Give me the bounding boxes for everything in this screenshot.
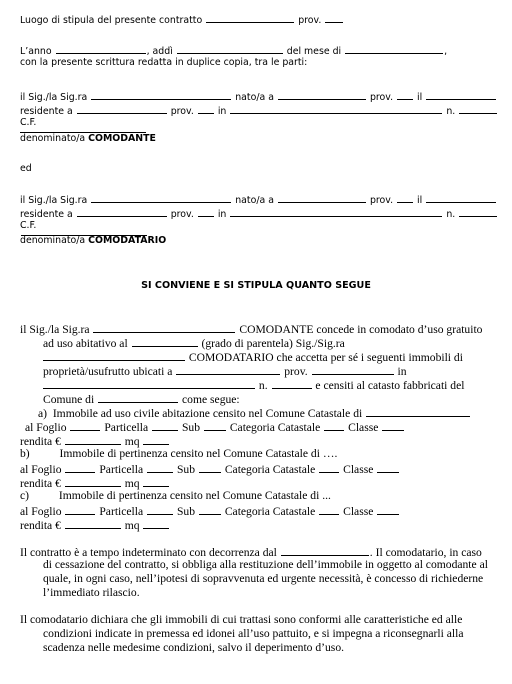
item-a-line-1: a) Immobile ad uso civile abitazione censito nel Comune Catastale di xyxy=(38,406,471,420)
comodatario-line-2: residente a prov. in n. xyxy=(20,206,498,219)
year-field[interactable] xyxy=(56,43,146,54)
place-prov-field[interactable] xyxy=(325,12,343,23)
comodatario-birthdate-field[interactable] xyxy=(426,192,496,203)
item-b-sub-field[interactable] xyxy=(199,462,221,473)
item-c-line-2: al Foglio Particella Sub Categoria Catastale Classe xyxy=(20,504,400,518)
comodatario-number-field[interactable] xyxy=(459,206,497,217)
comodatario-line-1: il Sig./la Sig.ra nato/a a prov. il xyxy=(20,192,497,205)
comodante-birthplace-field[interactable] xyxy=(278,89,366,100)
item-b-particella-field[interactable] xyxy=(147,462,173,473)
comodatario-line-3: C.F. xyxy=(20,220,37,231)
clause1-line-4: proprietà/usufrutto ubicati a prov. in xyxy=(43,365,407,378)
item-a-mq-field[interactable] xyxy=(143,434,169,445)
copy-line: con la presente scrittura redatta in duplice copia, tra le parti: xyxy=(20,57,308,68)
comodante-prov-field[interactable] xyxy=(397,89,413,100)
item-a-line-3: rendita € mq xyxy=(20,434,170,448)
item-a-categoria-field[interactable] xyxy=(324,420,344,431)
comodante-line-2: residente a prov. in n. xyxy=(20,103,498,116)
para1-line-3: quale, in ogni caso, nell’ipotesi di sopravvenuta ed urgente necessità, è concesso di richiederne xyxy=(43,572,484,585)
clause1-line-1: il Sig./la Sig.ra COMODANTE concede in comodato d’uso gratuito xyxy=(20,323,483,336)
comodatario-line-4: denominato/a COMODATARIO xyxy=(20,235,167,246)
place-line xyxy=(20,12,344,25)
clause1-street-field[interactable] xyxy=(43,378,255,389)
comodatario-name-field[interactable] xyxy=(91,192,231,203)
clause1-prov-field[interactable] xyxy=(312,364,394,375)
item-c-mq-field[interactable] xyxy=(143,518,169,529)
comodatario-role: COMODATARIO xyxy=(88,235,167,246)
para2-line-1: Il comodatario dichiara che gli immobili di cui trattasi sono conformi alle caratteristiche ed alle xyxy=(20,613,463,626)
comodante-line-4: denominato/a COMODANTE xyxy=(20,133,156,144)
comodatario-residence-field[interactable] xyxy=(77,206,167,217)
item-b-foglio-field[interactable] xyxy=(65,462,95,473)
para1-line-2: di cessazione del contratto, si obbliga alla restituzione dell’immobile in oggetto al comodante al xyxy=(43,558,488,571)
clause1-town-field[interactable] xyxy=(176,364,280,375)
comodante-residence-field[interactable] xyxy=(77,103,167,114)
clause1-comune-field[interactable] xyxy=(98,392,178,403)
item-a-rendita-field[interactable] xyxy=(65,434,121,445)
clause1-line-2: ad uso abitativo al (grado di parentela) Sig./Sig.ra xyxy=(43,337,345,350)
comodante-number-field[interactable] xyxy=(459,103,497,114)
clause1-number-field[interactable] xyxy=(272,378,312,389)
clause1-kinship-field[interactable] xyxy=(132,336,198,347)
item-a-particella-field[interactable] xyxy=(152,420,178,431)
clause1-line-3: COMODATARIO che accetta per sé i seguenti immobili di xyxy=(43,350,463,364)
clause1-comodante-field[interactable] xyxy=(93,322,235,333)
item-c-foglio-field[interactable] xyxy=(65,504,95,515)
item-c-line-3: rendita € mq xyxy=(20,518,170,532)
item-b-classe-field[interactable] xyxy=(377,462,399,473)
item-c-sub-field[interactable] xyxy=(199,504,221,515)
place-label: Luogo di stipula del presente contratto xyxy=(20,15,203,26)
day-field[interactable] xyxy=(177,43,283,54)
comodatario-street-field[interactable] xyxy=(230,206,442,217)
place-field[interactable] xyxy=(206,12,294,23)
ed-label: ed xyxy=(20,163,32,174)
item-b-rendita-field[interactable] xyxy=(65,476,121,487)
comodante-line-3: C.F. xyxy=(20,117,37,128)
month-field[interactable] xyxy=(345,43,443,54)
item-b-mq-field[interactable] xyxy=(143,476,169,487)
comodatario-prov-field[interactable] xyxy=(397,192,413,203)
item-c-line-1: c) Immobile di pertinenza censito nel Comune Catastale di ... xyxy=(20,489,331,502)
item-a-foglio-field[interactable] xyxy=(70,420,100,431)
comodatario-res-prov-field[interactable] xyxy=(198,206,214,217)
comodante-birthdate-field[interactable] xyxy=(426,89,496,100)
place-prov-label: prov. xyxy=(298,15,322,26)
comodante-role: COMODANTE xyxy=(88,133,156,144)
year-line: L’anno , addì del mese di , xyxy=(20,43,447,56)
item-c-rendita-field[interactable] xyxy=(65,518,121,529)
comodante-street-field[interactable] xyxy=(230,103,442,114)
comodatario-birthplace-field[interactable] xyxy=(278,192,366,203)
clause1-comodatario-field[interactable] xyxy=(43,350,185,361)
clause1-line-6: Comune di come segue: xyxy=(43,393,240,406)
item-a-line-2: al Foglio Particella Sub Categoria Catastale Classe xyxy=(25,420,405,434)
para2-line-3: scadenza nelle medesime condizioni, salvo il deperimento d’uso. xyxy=(43,641,345,654)
item-c-particella-field[interactable] xyxy=(147,504,173,515)
section-heading: SI CONVIENE E SI STIPULA QUANTO SEGUE xyxy=(141,280,371,291)
item-c-classe-field[interactable] xyxy=(377,504,399,515)
para1-line-4: l’immediato rilascio. xyxy=(43,586,140,599)
item-b-line-3: rendita € mq xyxy=(20,476,170,490)
item-a-comune-field[interactable] xyxy=(366,406,470,417)
clause1-line-5: n. e censiti al catasto fabbricati del xyxy=(43,378,464,392)
item-a-classe-field[interactable] xyxy=(382,420,404,431)
item-a-sub-field[interactable] xyxy=(204,420,226,431)
item-b-line-2: al Foglio Particella Sub Categoria Catastale Classe xyxy=(20,462,400,476)
item-c-categoria-field[interactable] xyxy=(319,504,339,515)
item-b-line-1: b) Immobile di pertinenza censito nel Comune Catastale di …. xyxy=(20,447,338,460)
start-date-field[interactable] xyxy=(281,545,369,556)
item-b-categoria-field[interactable] xyxy=(319,462,339,473)
para1-line-1: Il contratto è a tempo indeterminato con decorrenza dal . Il comodatario, in caso xyxy=(20,546,482,559)
comodante-res-prov-field[interactable] xyxy=(198,103,214,114)
comodante-name-field[interactable] xyxy=(91,89,231,100)
para2-line-2: condizioni indicate in premessa ed idonei all’uso pattuito, e si impegna a riconsegnarli alla xyxy=(43,627,464,640)
comodante-cf-field[interactable] xyxy=(20,122,146,133)
comodante-line-1: il Sig./la Sig.ra nato/a a prov. il xyxy=(20,89,497,102)
